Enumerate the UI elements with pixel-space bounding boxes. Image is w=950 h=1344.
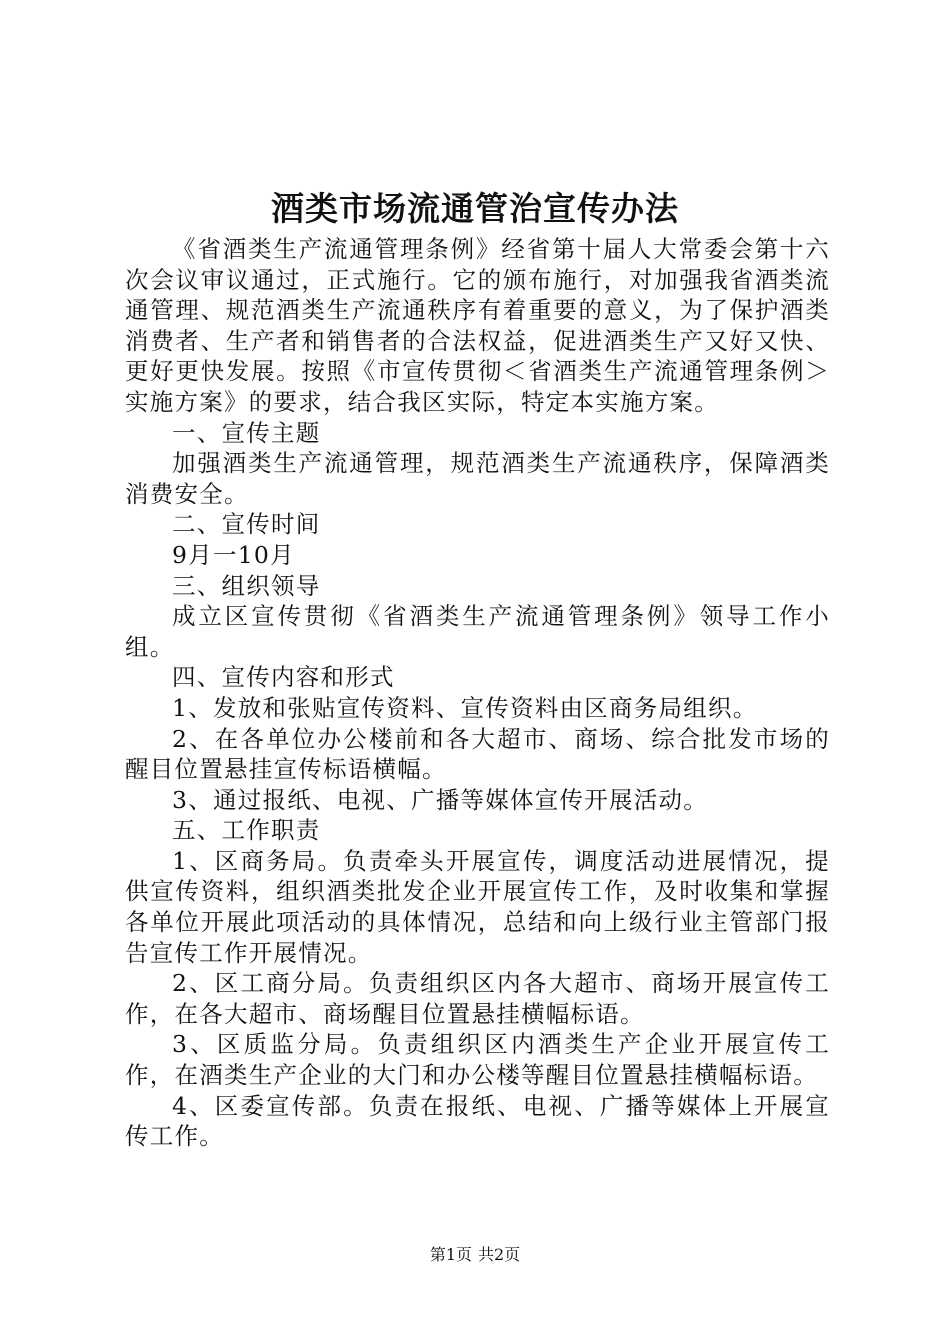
page-number-total: 共2页	[478, 1245, 521, 1264]
section-heading-time: 二、宣传时间	[172, 510, 321, 539]
intro-paragraph: 《省酒类生产流通管理条例》经省第十届人大常委会第十六次会议审议通过，正式施行。它的颁布施行，对加强我省酒类流通管理、规范酒类生产流通秩序有着重要的意义，为了保护酒类消费者、生产者和销售者的合法权益，促进酒类生产又好又快、更好更快发展。按照《市宣传贯彻＜省酒类生产流通管理条例＞实施方案》的要求，结合我区实际，特定本实施方案。	[125, 235, 830, 416]
time-paragraph: 9月一10月	[172, 540, 295, 569]
content-item-2: 2、在各单位办公楼前和各大超市、商场、综合批发市场的醒目位置悬挂宣传标语横幅。	[125, 724, 830, 784]
section-heading-content: 四、宣传内容和形式	[172, 663, 395, 692]
duty-item-3: 3、区质监分局。负责组织区内酒类生产企业开展宣传工作，在酒类生产企业的大门和办公楼等醒目位置悬挂横幅标语。	[125, 1030, 830, 1090]
duty-item-1: 1、区商务局。负责牵头开展宣传，调度活动进展情况，提供宣传资料，组织酒类批发企业开展宣传工作，及时收集和掌握各单位开展此项活动的具体情况，总结和向上级行业主管部门报告宣传工作开展情况。	[125, 846, 830, 967]
section-heading-duties: 五、工作职责	[172, 816, 321, 845]
duty-item-4: 4、区委宣传部。负责在报纸、电视、广播等媒体上开展宣传工作。	[125, 1091, 830, 1151]
document-body	[125, 234, 830, 1152]
leadership-paragraph: 成立区宣传贯彻《省酒类生产流通管理条例》领导工作小组。	[125, 602, 830, 661]
theme-paragraph: 加强酒类生产流通管理，规范酒类生产流通秩序，保障酒类消费安全。	[125, 449, 830, 508]
section-heading-leadership: 三、组织领导	[172, 571, 321, 600]
page-footer	[0, 1244, 950, 1266]
document-title: 酒类市场流通管治宣传办法	[271, 189, 679, 228]
content-item-3: 3、通过报纸、电视、广播等媒体宣传开展活动。	[172, 785, 708, 814]
duty-item-2: 2、区工商分局。负责组织区内各大超市、商场开展宣传工作，在各大超市、商场醒目位置悬挂横幅标语。	[125, 969, 830, 1028]
section-heading-theme: 一、宣传主题	[172, 418, 321, 447]
content-item-1: 1、发放和张贴宣传资料、宣传资料由区商务局组织。	[172, 693, 758, 722]
page-number-current: 第1页	[429, 1245, 472, 1264]
